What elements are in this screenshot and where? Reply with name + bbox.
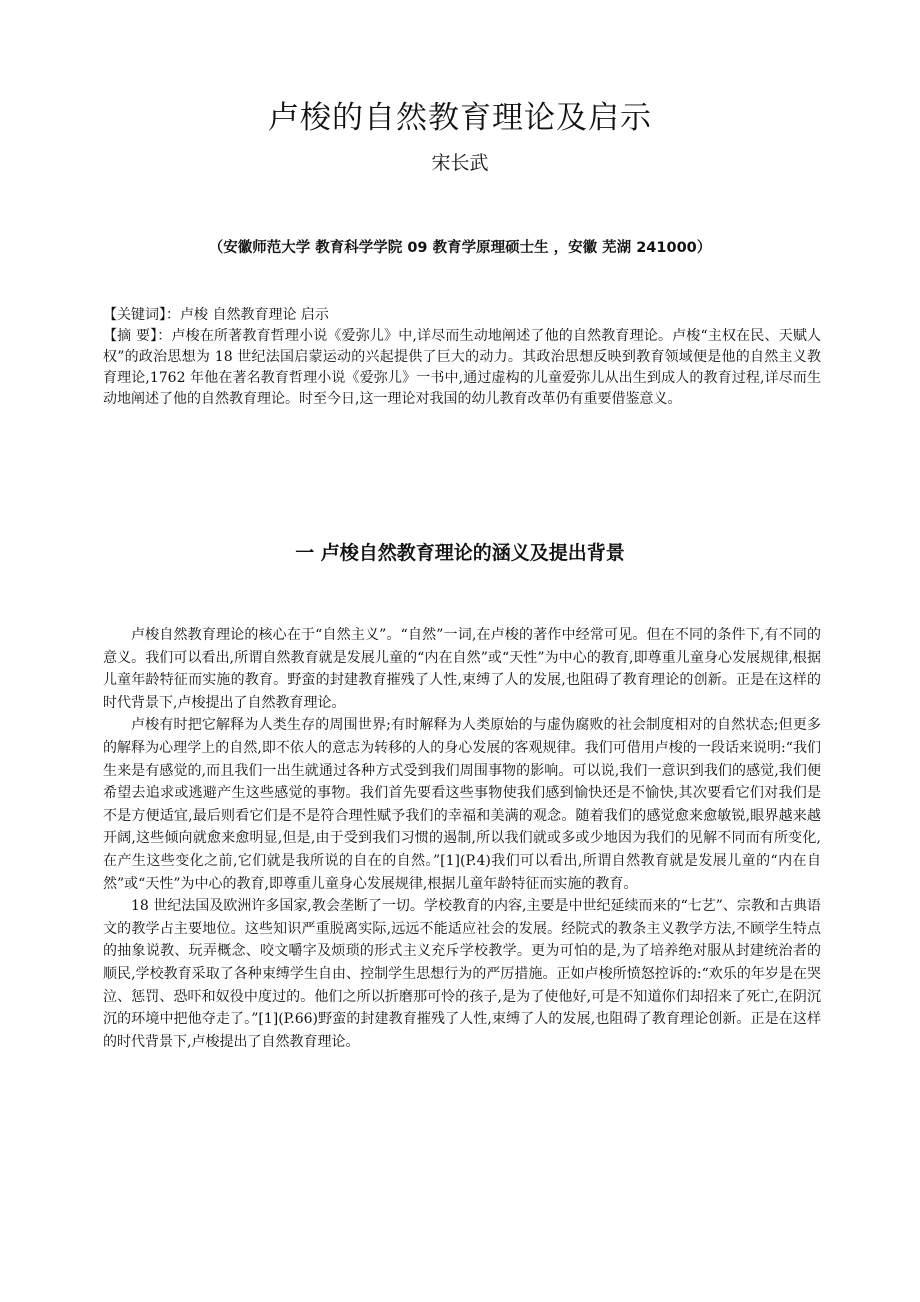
keywords-line bbox=[103, 305, 821, 326]
section-heading: 一 卢梭自然教育理论的涵义及提出背景 bbox=[295, 542, 625, 564]
keywords-abstract-block bbox=[103, 305, 821, 410]
author-affiliation: （安徽师范大学 教育科学学院 09 教育学原理硕士生 ，安徽 芜湖 241000） bbox=[208, 240, 712, 256]
body-paragraph: 卢梭有时把它解释为人类生存的周围世界;有时解释为人类原始的与虚伪腐败的社会制度相对的自然状态;但更多的解释为心理学上的自然,即不依人的意志为转移的人的身心发展的客观规律。我们可借用卢梭的一段话来说明:“我们生来是有感觉的,而且我们一出生就通过各种方式受到我们周围事物的影响。可以说,我们一意识到我们的感觉,我们便希望去追求或逃避产生这些感觉的事物。我们首先要看这些事物使我们感到愉快还是不愉快,其次要看它们对我们是不是方便适宜,最后则看它们是不是符合理性赋予我们的幸福和美满的观念。随着我们的感觉愈来愈敏锐,眼界越来越开阔,这些倾向就愈来愈明显,但是,由于受到我们习惯的遏制,所以我们就或多或少地因为我们的见解不同而有所变化,在产生这些变化之前,它们就是我所说的自在的自然。”[1](P.4)我们可以看出,所谓自然教育就是发展儿童的“内在自然”或“天性”为中心的教育,即尊重儿童身心发展规律,根据儿童年龄特征而实施的教育。 bbox=[103, 717, 821, 892]
abstract-label: 【摘 要】： bbox=[103, 328, 172, 344]
section-body bbox=[103, 624, 821, 1053]
keywords-value: 卢梭 自然教育理论 启示 bbox=[180, 307, 329, 323]
author-name: 宋长武 bbox=[431, 152, 489, 174]
body-paragraph: 卢梭自然教育理论的核心在于“自然主义”。“自然”一词,在卢梭的著作中经常可见。但在不同的条件下,有不同的意义。我们可以看出,所谓自然教育就是发展儿童的“内在自然”或“天性”为中心的教育,即尊重儿童身心发展规律,根据儿童年龄特征而实施的教育。野蛮的封建教育摧残了人性,束缚了人的发展,也阻碍了教育理论的创新。正是在这样的时代背景下,卢梭提出了自然教育理论。 bbox=[103, 627, 821, 711]
paper-title: 卢梭的自然教育理论及启示 bbox=[268, 100, 652, 136]
keywords-label: 【关键词】： bbox=[103, 307, 180, 323]
abstract-text: 卢梭在所著教育哲理小说《爱弥儿》中,详尽而生动地阐述了他的自然教育理论。卢梭“主权在民、天赋人权”的政治思想为 18 世纪法国启蒙运动的兴起提供了巨大的动力。其政治思想反映到教育领域便是他的自然主义教育理论,1762 年他在著名教育哲理小说《爱弥儿》一书中,通过虚构的儿童爱弥儿从出生到成人的教育过程,详尽而生动地阐述了他的自然教育理论。时至今日,这一理论对我国的幼儿教育改革仍有重要借鉴意义。 bbox=[103, 328, 821, 407]
body-paragraph: 18 世纪法国及欧洲许多国家,教会垄断了一切。学校教育的内容,主要是中世纪延续而来的“七艺”、宗教和古典语文的教学占主要地位。这些知识严重脱离实际,远远不能适应社会的发展。经院式的教条主义教学方法,不顾学生特点的抽象说教、玩弄概念、咬文嚼字及烦琐的形式主义充斥学校教学。更为可怕的是,为了培养绝对服从封建统治者的顺民,学校教育采取了各种束缚学生自由、控制学生思想行为的严厉措施。正如卢梭所愤怒控诉的:“欢乐的年岁是在哭泣、惩罚、恐吓和奴役中度过的。他们之所以折磨那可怜的孩子,是为了使他好,可是不知道你们却招来了死亡,在阴沉沉的环境中把他夺走了。”[1](P.66)野蛮的封建教育摧残了人性,束缚了人的发展,也阻碍了教育理论创新。正是在这样的时代背景下,卢梭提出了自然教育理论。 bbox=[103, 898, 821, 1050]
abstract-paragraph bbox=[103, 326, 821, 410]
